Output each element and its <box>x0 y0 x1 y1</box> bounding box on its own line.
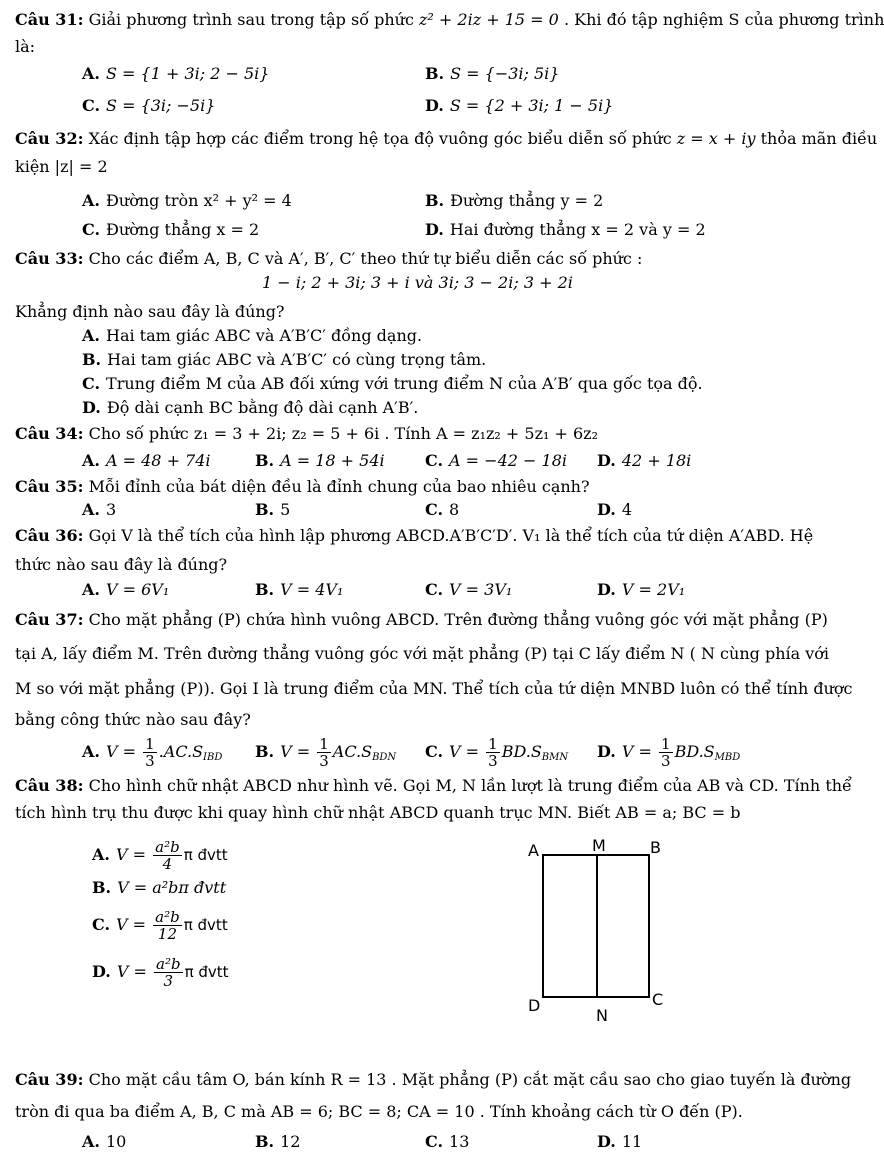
q33-option-c[interactable]: C. Trung điểm M của AB đối xứng với trung điểm N của A′B′ qua gốc tọa độ. <box>82 374 703 393</box>
q32-option-b[interactable]: B. Đường thẳng y = 2 <box>425 191 604 210</box>
q36-option-a[interactable]: A. V = 6V₁ <box>82 580 170 599</box>
q31-label: Câu 31: <box>15 10 84 29</box>
point-c-label: C <box>652 990 664 1009</box>
q38-label: Câu 38: <box>15 776 84 795</box>
q38-option-a[interactable]: A. V = $\frac{\text{a²b}}{4}$ π đvtt <box>92 838 228 873</box>
q31-equation: z² + 2iz + 15 = 0 <box>419 10 559 29</box>
q31-option-d[interactable]: D. S = {2 + 3i; 1 − 5i} <box>425 96 614 115</box>
q31-option-c[interactable]: C. S = {3i; −5i} <box>82 96 216 115</box>
q37-stem: Câu 37: Cho mặt phẳng (P) chứa hình vuông ABCD. Trên đường thẳng vuông góc với mặt phẳng (P) <box>15 610 828 629</box>
q32-line2: kiện |z| = 2 <box>15 157 108 176</box>
q35-option-c[interactable]: C. 8 <box>425 500 460 519</box>
q38-option-b[interactable]: B. V = a²bπ đvtt <box>92 878 227 897</box>
q34-option-d[interactable]: D. 42 + 18i <box>597 451 692 470</box>
q37-option-c[interactable]: C. V = $\frac{1}{3}$ $BD.S_{BMN}$ <box>425 735 569 770</box>
q32-option-c[interactable]: C. Đường thẳng x = 2 <box>82 220 260 239</box>
point-b-label: B <box>650 838 661 857</box>
q32-label: Câu 32: <box>15 129 84 148</box>
q35-option-a[interactable]: A. 3 <box>82 500 117 519</box>
q38-stem: Câu 38: Cho hình chữ nhật ABCD như hình vẽ. Gọi M, N lần lượt là trung điểm của AB và CD. Tính thể <box>15 776 852 795</box>
point-n-label: N <box>596 1006 608 1025</box>
q31-option-b[interactable]: B. S = {−3i; 5i} <box>425 64 560 83</box>
q36-option-b[interactable]: B. V = 4V₁ <box>255 580 344 599</box>
q36-stem: Câu 36: Gọi V là thể tích của hình lập phương ABCD.A′B′C′D′. V₁ là thể tích của tứ diện A′ABD. Hệ <box>15 526 814 545</box>
q39-option-c[interactable]: C. 13 <box>425 1132 470 1151</box>
point-m-label: M <box>592 836 606 855</box>
q36-option-c[interactable]: C. V = 3V₁ <box>425 580 513 599</box>
q31-stem <box>15 10 884 30</box>
q38-option-d[interactable]: D. V = $\frac{\text{a²b}}{3}$ π đvtt <box>92 955 229 990</box>
q39-stem: Câu 39: Cho mặt cầu tâm O, bán kính R = 13 . Mặt phẳng (P) cắt mặt cầu sao cho giao tuyến là đường <box>15 1070 852 1089</box>
q38-line2: tích hình trụ thu được khi quay hình chữ nhật ABCD quanh trục MN. Biết AB = a; BC = b <box>15 803 741 822</box>
q39-line2: tròn đi qua ba điểm A, B, C mà AB = 6; BC = 8; CA = 10 . Tính khoảng cách từ O đến (P). <box>15 1102 743 1121</box>
rectangle-abcd <box>540 852 652 1000</box>
q32-expr: z = x + iy <box>676 129 756 148</box>
q33-option-d[interactable]: D. Độ dài cạnh BC bằng độ dài cạnh A′B′. <box>82 398 419 417</box>
q38-option-c[interactable]: C. V = $\frac{\text{a²b}}{12}$ π đvtt <box>92 908 228 943</box>
q33-option-b[interactable]: B. Hai tam giác ABC và A′B′C′ có cùng trọng tâm. <box>82 350 487 369</box>
q31-text-c: là: <box>15 37 36 56</box>
point-a-label: A <box>528 841 539 860</box>
q35-stem: Câu 35: Mỗi đỉnh của bát diện đều là đỉnh chung của bao nhiêu cạnh? <box>15 477 590 496</box>
q37-label: Câu 37: <box>15 610 84 629</box>
q34-option-a[interactable]: A. A = 48 + 74i <box>82 451 211 470</box>
q37-line4: bằng công thức nào sau đây? <box>15 710 251 729</box>
q31-text-b: . Khi đó tập nghiệm S của phương trình <box>563 10 884 29</box>
q39-option-a[interactable]: A. 10 <box>82 1132 127 1151</box>
q37-line3: M so với mặt phẳng (P)). Gọi I là trung điểm của MN. Thể tích của tứ diện MNBD luôn có thể tính được <box>15 679 853 698</box>
q37-option-d[interactable]: D. V = $\frac{1}{3}$ $BD.S_{MBD}$ <box>597 735 741 770</box>
q39-option-b[interactable]: B. 12 <box>255 1132 301 1151</box>
q33-numbers: 1 − i; 2 + 3i; 3 + i và 3i; 3 − 2i; 3 + 2i <box>262 273 573 292</box>
q33-label: Câu 33: <box>15 249 84 268</box>
q35-option-d[interactable]: D. 4 <box>597 500 633 519</box>
q32-option-a[interactable]: A. Đường tròn x² + y² = 4 <box>82 191 292 210</box>
q36-option-d[interactable]: D. V = 2V₁ <box>597 580 686 599</box>
q34-label: Câu 34: <box>15 424 84 443</box>
q37-option-a[interactable]: A. V = $\frac{1}{3}$ $.AC.S_{IBD}$ <box>82 735 223 770</box>
q32-stem: Câu 32: Xác định tập hợp các điểm trong hệ tọa độ vuông góc biểu diễn số phức z = x + iy thỏa mãn điều <box>15 129 878 148</box>
point-d-label: D <box>528 996 541 1015</box>
q34-option-c[interactable]: C. A = −42 − 18i <box>425 451 567 470</box>
q34-option-b[interactable]: B. A = 18 + 54i <box>255 451 385 470</box>
q36-label: Câu 36: <box>15 526 84 545</box>
q39-option-d[interactable]: D. 11 <box>597 1132 643 1151</box>
q36-line2: thức nào sau đây là đúng? <box>15 555 228 574</box>
q31-option-a[interactable]: A. S = {1 + 3i; 2 − 5i} <box>82 64 270 83</box>
q37-option-b[interactable]: B. V = $\frac{1}{3}$ $AC.S_{BDN}$ <box>255 735 397 770</box>
q37-line2: tại A, lấy điểm M. Trên đường thẳng vuông góc với mặt phẳng (P) tại C lấy điểm N ( N cùng phía với <box>15 644 830 663</box>
q34-stem: Câu 34: Cho số phức z₁ = 3 + 2i; z₂ = 5 + 6i . Tính A = z₁z₂ + 5z₁ + 6z₂ <box>15 424 599 443</box>
q31-text-a: Giải phương trình sau trong tập số phức <box>88 10 414 29</box>
q33-option-a[interactable]: A. Hai tam giác ABC và A′B′C′ đồng dạng. <box>82 326 423 345</box>
q32-option-d[interactable]: D. Hai đường thẳng x = 2 và y = 2 <box>425 220 706 239</box>
q35-option-b[interactable]: B. 5 <box>255 500 291 519</box>
q35-label: Câu 35: <box>15 477 84 496</box>
q33-stem: Câu 33: Cho các điểm A, B, C và A′, B′, C′ theo thứ tự biểu diễn các số phức : <box>15 249 643 268</box>
q33-question: Khẳng định nào sau đây là đúng? <box>15 302 285 321</box>
q39-label: Câu 39: <box>15 1070 84 1089</box>
